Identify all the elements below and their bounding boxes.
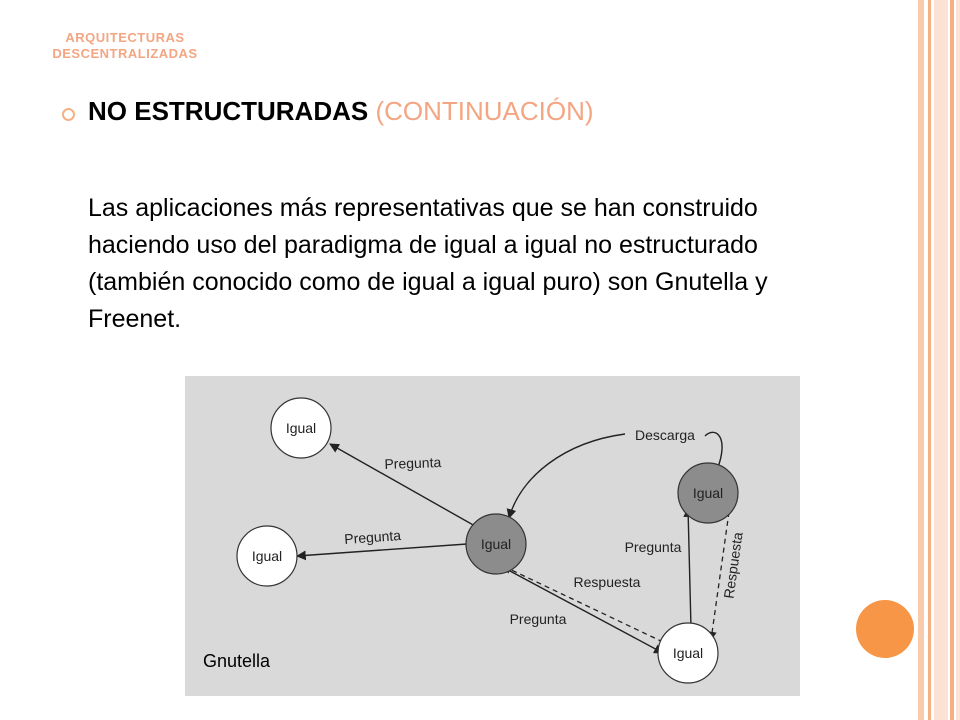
node-mid-left-label: Igual	[251, 548, 283, 564]
decor-circle-icon	[856, 600, 914, 658]
slide-heading	[88, 96, 594, 127]
decor-stripe-4	[950, 0, 954, 720]
bullet-icon	[62, 108, 75, 121]
heading-accent: (CONTINUACIÓN)	[375, 96, 594, 126]
edge-label-pregunta-left: Pregunta	[343, 527, 402, 547]
section-title-line2: DESCENTRALIZADAS	[52, 46, 198, 61]
edge-label-descarga: Descarga	[635, 427, 695, 443]
edge-pregunta-right	[688, 508, 691, 628]
node-top-left-label: Igual	[285, 420, 317, 436]
decor-stripe-2	[928, 0, 931, 720]
diagram-svg	[185, 376, 800, 696]
section-title	[20, 30, 230, 62]
heading-main: NO ESTRUCTURADAS	[88, 96, 376, 126]
edge-label-pregunta-right: Pregunta	[624, 539, 682, 555]
node-center-label: Igual	[480, 536, 512, 552]
diagram-caption: Gnutella	[203, 651, 271, 671]
edge-label-respuesta-vertical: Respuesta	[720, 531, 746, 600]
decor-stripe-5	[956, 0, 960, 720]
edge-label-pregunta-bottom: Pregunta	[509, 611, 567, 627]
edge-label-respuesta-center: Respuesta	[573, 574, 641, 590]
edge-pregunta-left	[297, 544, 467, 556]
decor-stripe-1	[918, 0, 924, 720]
edge-label-pregunta-top: Pregunta	[384, 454, 442, 472]
section-title-line1: ARQUITECTURAS	[65, 30, 185, 45]
decor-stripe-3	[934, 0, 948, 720]
gnutella-diagram	[185, 376, 800, 696]
body-paragraph: Las aplicaciones más representativas que se han construido haciendo uso del paradigma de igual a igual no estructurado (también conocido como de igual a igual puro) son Gnutella y Freenet.	[88, 194, 768, 333]
node-bottom-right-label: Igual	[672, 645, 704, 661]
node-right-label: Igual	[692, 485, 724, 501]
